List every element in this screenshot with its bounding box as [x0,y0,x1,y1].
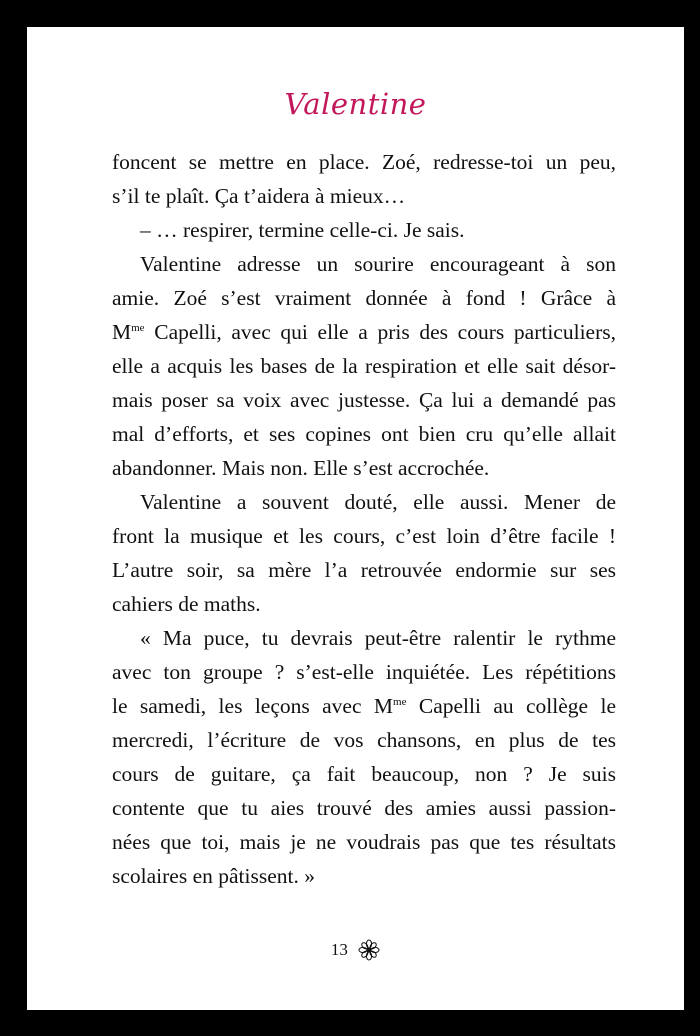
text-line-capelli [112,689,616,723]
text-line: Valentine adresse un sourire encourageant à son [140,252,616,276]
paragraph [112,213,616,247]
paragraph [112,247,616,485]
text-line: mercredi, l’écriture de vos chansons, en plus de tes [112,728,616,752]
text-line: L’autre soir, sa mère l’a retrouvée endormie sur ses [112,558,616,582]
text-line: avec ton groupe ? s’est-elle inquiétée. Les répétitions [112,660,616,684]
text-line: nées que toi, mais je ne voudrais pas que tes résultats [112,830,616,854]
text-line: cahiers de maths. [112,592,261,616]
page-footer [27,939,684,961]
superscript: me [131,322,145,334]
text-line-capelli [112,315,616,349]
text-line: amie. Zoé s’est vraiment donnée à fond ! Grâce à [112,286,616,310]
text-line: contente que tu aies trouvé des amies aussi passion- [112,796,616,820]
paragraph [112,145,616,213]
paragraph [112,485,616,621]
text-fragment: le samedi, les leçons avec M [112,694,394,718]
running-header-title: Valentine [284,87,427,121]
page-number: 13 [330,940,348,960]
paragraph [112,621,616,893]
text-line: Valentine a souvent douté, elle aussi. Mener de [140,490,616,514]
text-line: elle a acquis les bases de la respiration et elle sait désor- [112,354,616,378]
text-fragment: M [112,320,132,344]
text-line: cours de guitare, ça fait beaucoup, non ? Je suis [112,762,616,786]
text-fragment: Capelli, avec qui elle a pris des cours particuliers, [144,320,616,344]
book-page [27,27,684,1010]
text-line: abandonner. Mais non. Elle s’est accrochée. [112,456,490,480]
text-line: – … respirer, termine celle-ci. Je sais. [140,218,465,242]
superscript: me [393,696,407,708]
body-text [112,145,616,893]
text-line: mal d’efforts, et ses copines ont bien cru qu’elle allait [112,422,616,446]
text-fragment: Capelli au collège le [406,694,616,718]
text-line: mais poser sa voix avec justesse. Ça lui a demandé pas [112,388,616,412]
flower-icon [358,939,380,961]
text-line: scolaires en pâtissent. » [112,864,316,888]
text-line: front la musique et les cours, c’est loin d’être facile ! [112,524,616,548]
text-line: « Ma puce, tu devrais peut-être ralentir le rythme [140,626,616,650]
text-line: foncent se mettre en place. Zoé, redresse-toi un peu, [112,150,616,174]
text-line: s’il te plaît. Ça t’aidera à mieux… [112,184,406,208]
